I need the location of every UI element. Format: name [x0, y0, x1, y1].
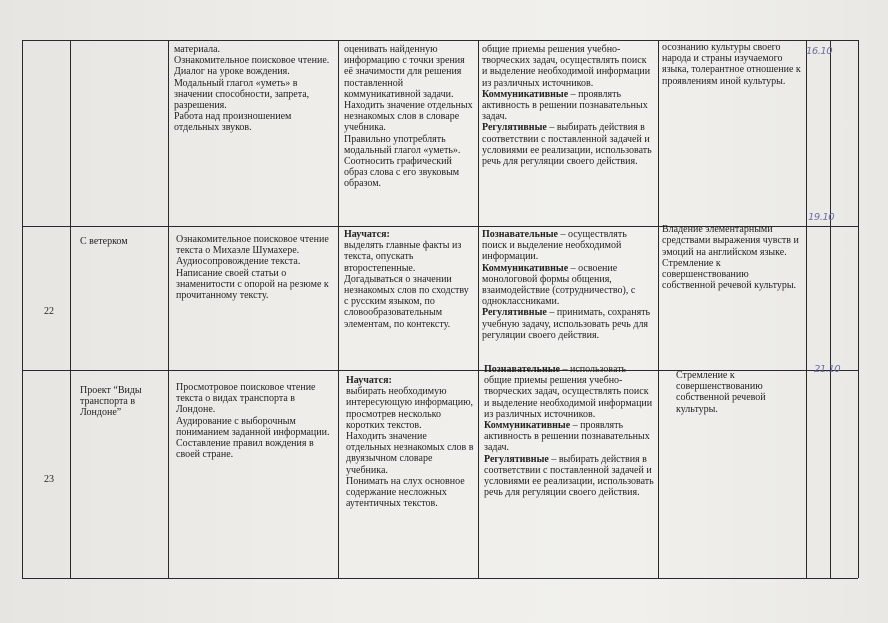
col-divider — [858, 40, 859, 578]
lesson-date: 16.10 — [806, 46, 833, 57]
lesson-number: 23 — [44, 474, 54, 485]
row-personal-results: Стремление к совершенствованию собственной речевой культуры. — [676, 370, 766, 415]
lesson-topic: С ветерком — [80, 236, 128, 247]
row-subject-results: Научатся: выбирать необходимую интересующую информацию, просмотрев несколько коротких текстов. Находить значение отдельных незнакомых слов в двуязычном словаре учебника. Понимать на слух основное содержание несложных аутентичных текстов. — [346, 375, 474, 510]
row-meta-results: Познавательные – осуществлять поиск и выделение необходимой информации. Коммуникативные – освоение монологовой формы общения, взаимодействие (сотрудничество), с одноклассниками. Регулятивные – принимать, сохранять учебную задачу, использовать речь для регуляции своего действия. — [482, 229, 651, 341]
col-divider — [658, 40, 659, 578]
row-subject-results: Научатся: выделять главные факты из текста, опускать второстепенные. Догадываться о значении незнакомых слов по сходству с русским языком, по словообразовательным элементам, по контексту. — [344, 229, 469, 330]
col-divider — [70, 40, 71, 578]
row-personal-results: Владение элементарными средствами выражения чувств и эмоций на английском языке. Стремление к совершенствованию собственной речевой культуры. — [662, 224, 799, 292]
lesson-number: 22 — [44, 306, 54, 317]
row-meta-results: общие приемы решения учебно-творческих задач, осуществлять поиск и выделение необходимой информации из различных источников. Коммуникативные – проявлять активность в решении познавательных задач. Регулятивные – выбирать действия в соответствии с поставленной задачей и условиями ее реализации, использовать речь для регуляции своего действия. — [482, 44, 652, 168]
table-bottom-border — [22, 578, 858, 579]
col-divider — [478, 40, 479, 578]
row-activity: Просмотровое поисковое чтение текста о видах транспорта в Лондоне. Аудирование с выборочным пониманием заданной информации. Составление правил вождения в своей стране. — [176, 382, 330, 461]
col-divider — [168, 40, 169, 578]
lesson-date: 21.10 — [814, 364, 841, 375]
table-top-border — [22, 40, 858, 41]
col-divider — [22, 40, 23, 578]
col-divider — [338, 40, 339, 578]
col-divider — [830, 40, 831, 578]
row-subject-results: оценивать найденную информацию с точки зрения её значимости для решения поставленной коммуникативной задачи. Находить значение отдельных незнакомых слов в словаре учебника. Правильно употреблять модальный глагол «уметь». Соотносить графический образ слова с его звуковым образом. — [344, 44, 473, 190]
row-activity: материала. Ознакомительное поисковое чтение. Диалог на уроке вождения. Модальный глагол «уметь» в значении способности, запрета, разрешения. Работа над произношением отдельных звуков. — [174, 44, 330, 134]
lesson-topic: Проект “Виды транспорта в Лондоне” — [80, 385, 142, 419]
row-personal-results: осознанию культуры своего народа и страны изучаемого языка, толерантное отношение к проявлениям иной культуры. — [662, 42, 801, 87]
row-meta-results: Познавательные – использовать общие приемы решения учебно-творческих задач, осуществлять поиск и выделение необходимой информации из различных источников. Коммуникативные – проявлять активность в решении познавательных задач. Регулятивные – выбирать действия в соответствии с поставленной задачей и условиями ее реализации, использовать речь для регуляции своего действия. — [484, 364, 654, 499]
lesson-date: 19.10 — [808, 212, 835, 223]
col-divider — [806, 40, 807, 578]
row-activity: Ознакомительное поисковое чтение текста о Михаэле Шумахере. Аудиосопровождение текста. Написание своей статьи о знаменитости с опорой на резюме к прочитанному тексту. — [176, 234, 329, 302]
